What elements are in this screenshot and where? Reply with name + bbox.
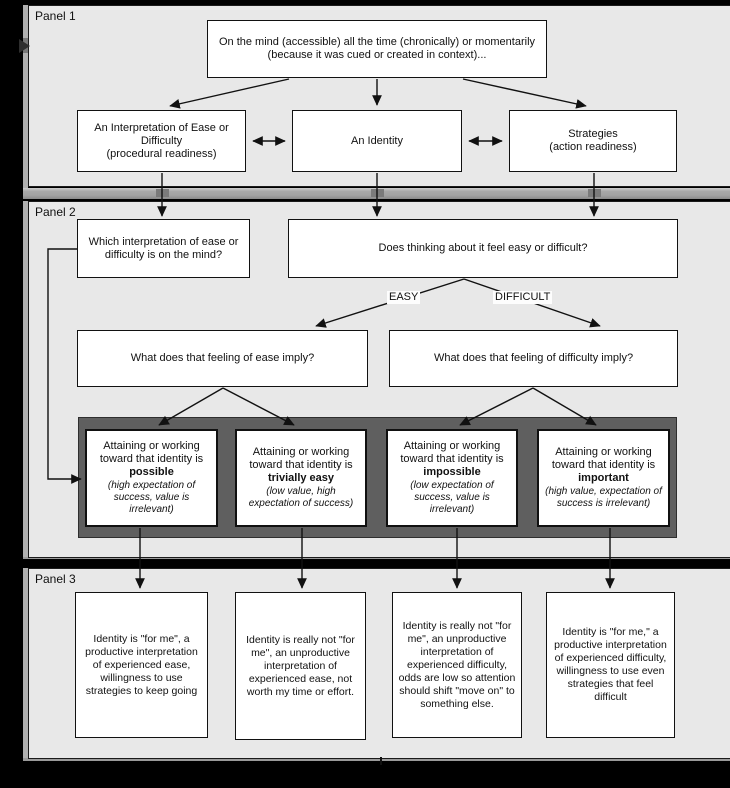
bottom-center-tick [380,757,382,765]
separator-notch [156,189,169,197]
conclusion-text: Identity is "for me", a productive interpretation of experienced ease, willingness to use strategies to keep going [85,632,198,697]
question-ease-text: What does that feeling of ease imply? [130,352,315,364]
outcome-note: (low expectation of success, value is irrelevant) [410,480,494,515]
conclusion-box-4 [546,592,675,738]
conclusion-text: Identity is "for me," a productive interpretation of experienced difficulty, willingness to use even strategies that feel difficult [554,626,667,703]
left-edge-arrow-icon [19,39,30,53]
node-strategies-title: Strategies [568,128,618,140]
panel1-label: Panel 1 [35,9,76,23]
panel2-label: Panel 2 [35,205,76,219]
conclusion-box-1 [75,592,208,738]
outcome-box-possible [85,429,218,527]
outcome-box-impossible [386,429,518,527]
source-box [207,20,547,78]
outcome-lead: Attaining or working toward that identity is [400,440,504,465]
panel3-label: Panel 3 [35,572,76,586]
separator-notch [588,189,601,197]
outcome-note: (high value, expectation of success is irrelevant) [545,486,662,509]
separator-notch [371,189,384,197]
outcome-keyword: trivially easy [267,472,335,484]
outcome-lead: Attaining or working toward that identity is [551,446,656,471]
conclusion-box-3 [392,592,522,738]
question-ease-imply [77,330,368,387]
node-strategies [509,110,677,172]
outcome-box-trivially-easy [235,429,367,527]
outcome-keyword: important [578,472,629,484]
conclusion-text: Identity is really not "for me", an unproductive interpretation of experienced ease, not worth my time or effort. [246,633,355,698]
outcome-note: (high expectation of success, value is irrelevant) [107,480,196,515]
source-box-text: On the mind (accessible) all the time (chronically) or momentarily (because it was cued or created in context)... [218,36,536,61]
outcome-keyword: impossible [423,466,481,478]
outcome-box-important [537,429,670,527]
outcome-keyword: possible [129,466,174,478]
node-interpretation-subtitle: (procedural readiness) [106,147,217,160]
conclusion-box-2 [235,592,366,740]
question-which-interpretation [77,219,250,278]
conclusion-text: Identity is really not "for me", an unproductive interpretation of experienced difficulty, odds are low so attention should shift "move on" to something else. [398,619,516,710]
outcome-lead: Attaining or working toward that identity is [249,446,353,471]
node-identity [292,110,462,172]
question-difficulty-text: What does that feeling of difficulty imply? [433,352,634,364]
branch-label-easy: EASY [389,291,419,303]
branch-label-difficult: DIFFICULT [495,291,551,303]
question-easy-or-difficult [288,219,678,278]
outcome-lead: Attaining or working toward that identity is [99,440,204,465]
question-difficulty-imply [389,330,678,387]
question-main-text: Does thinking about it feel easy or difficult? [378,242,588,254]
node-interpretation [77,110,246,172]
node-strategies-subtitle: (action readiness) [549,141,637,153]
node-interpretation-title: An Interpretation of Ease or Difficulty [94,121,229,147]
question-which-text: Which interpretation of ease or difficulty is on the mind? [88,235,239,261]
outcome-note: (low value, high expectation of success) [248,486,354,509]
node-identity-title: An Identity [351,134,403,147]
